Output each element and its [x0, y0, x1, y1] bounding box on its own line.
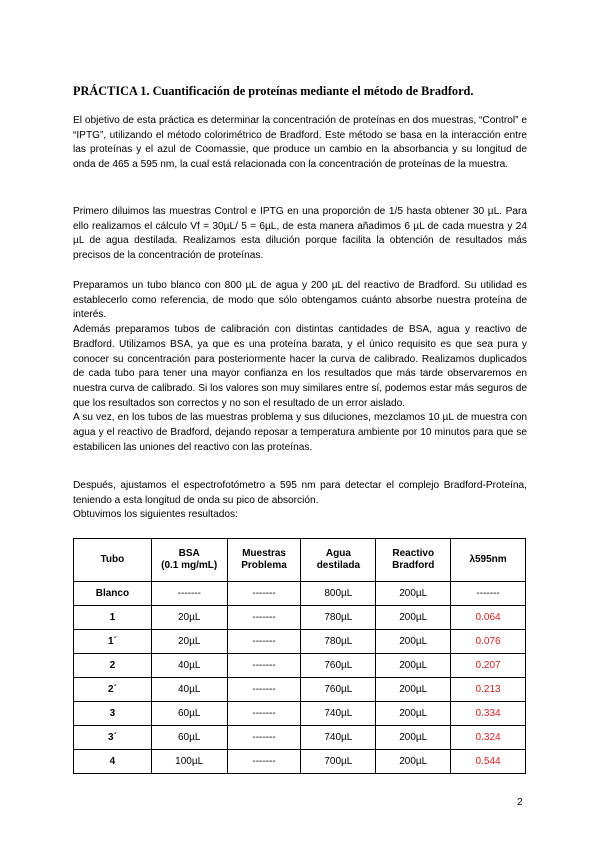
table-row — [74, 678, 526, 702]
paragraph-dilution — [73, 205, 527, 264]
header-text: λ595nm — [469, 554, 507, 565]
cell-tubo: 2 — [74, 654, 152, 678]
header-agua — [301, 539, 376, 582]
cell-tubo: 3 — [74, 702, 152, 726]
cell-bsa: 20µL — [151, 606, 227, 630]
header-reactivo — [376, 539, 451, 582]
paragraph-text: Obtuvimos los siguientes resultados: — [73, 509, 238, 521]
cell-bsa: 40µL — [151, 678, 227, 702]
header-text: Reactivo — [392, 548, 435, 559]
cell-tubo: Blanco — [74, 582, 152, 606]
cell-agua: 780µL — [301, 606, 376, 630]
cell-tubo: 3´ — [74, 726, 152, 750]
results-table — [73, 538, 526, 774]
cell-muestras: ------- — [227, 630, 301, 654]
cell-bsa: 60µL — [151, 726, 227, 750]
cell-bsa: 60µL — [151, 702, 227, 726]
header-text: Agua — [325, 548, 351, 559]
paragraph-preparation — [73, 279, 527, 455]
cell-reactivo: 200µL — [376, 606, 451, 630]
header-text: destilada — [316, 560, 361, 571]
cell-absorbance: 0.544 — [451, 750, 526, 774]
header-text: BSA — [178, 548, 200, 559]
cell-absorbance: 0.207 — [451, 654, 526, 678]
table-header-row — [74, 539, 526, 582]
cell-muestras: ------- — [227, 606, 301, 630]
paragraph-text: Además preparamos tubos de calibración con distintas cantidades de BSA, agua y reactivo de Bradford. Utilizamos BSA, ya que es una proteína barata, y el único requisito es que sea pura y conocer su concentración para posteriormente hacer la curva de calibrado. Realizamos duplicados de cada tubo para tener una mayor confianza en los resultados que más tarde observaremos en nuestra curva de calibrado. Si los valores son muy similares entre sí, podemos estar más seguros de que los resultados son correctos y no son el resultado de un error aislado. — [73, 324, 527, 409]
cell-muestras: ------- — [227, 654, 301, 678]
cell-muestras: ------- — [227, 750, 301, 774]
cell-agua: 780µL — [301, 630, 376, 654]
paragraph-text: Primero diluimos las muestras Control e IPTG en una proporción de 1/5 hasta obtener 30 µL. Para ello realizamos el cálculo Vf = 30µL/ 5 = 6µL, de esta manera añadimos 6 µL de cada muestra y 24 µL de agua destilada. Realizamos esta dilución porque facilita la obtención de resultados más precisos de la concentración de proteínas. — [73, 206, 527, 262]
header-text: Bradford — [392, 560, 435, 571]
header-text: Tubo — [100, 554, 125, 565]
header-text: (0.1 mg/mL) — [161, 560, 218, 571]
cell-absorbance: 0.213 — [451, 678, 526, 702]
cell-reactivo: 200µL — [376, 630, 451, 654]
header-muestras — [227, 539, 301, 582]
cell-agua: 740µL — [301, 702, 376, 726]
cell-bsa: 100µL — [151, 750, 227, 774]
cell-reactivo: 200µL — [376, 654, 451, 678]
cell-tubo: 1´ — [74, 630, 152, 654]
paragraph-spectrophotometer — [73, 479, 527, 523]
table-row — [74, 750, 526, 774]
cell-bsa: 40µL — [151, 654, 227, 678]
table-row — [74, 606, 526, 630]
header-text: Problema — [241, 560, 287, 571]
table-row — [74, 654, 526, 678]
table-row — [74, 630, 526, 654]
header-absorbance — [451, 539, 526, 582]
cell-absorbance: 0.334 — [451, 702, 526, 726]
header-bsa — [151, 539, 227, 582]
cell-reactivo: 200µL — [376, 750, 451, 774]
cell-muestras: ------- — [227, 582, 301, 606]
cell-muestras: ------- — [227, 726, 301, 750]
cell-muestras: ------- — [227, 678, 301, 702]
cell-absorbance: ------- — [451, 582, 526, 606]
header-tubo — [74, 539, 152, 582]
paragraph-text: El objetivo de esta práctica es determinar la concentración de proteínas en dos muestras, “Control” e “IPTG”, utilizando el método colorimétrico de Bradford. Este método se basa en la interacción entre las proteínas y el azul de Coomassie, que produce un cambio en la absorbancia y su longitud de onda de 465 a 595 nm, la cual está relacionada con la concentración de proteínas de la muestra. — [73, 115, 527, 171]
cell-muestras: ------- — [227, 702, 301, 726]
table-row — [74, 702, 526, 726]
cell-absorbance: 0.324 — [451, 726, 526, 750]
cell-bsa: ------- — [151, 582, 227, 606]
paragraph-text: Después, ajustamos el espectrofotómetro a 595 nm para detectar el complejo Bradford-Proteína, teniendo a esta longitud de onda su pico de absorción. — [73, 480, 527, 506]
cell-tubo: 2´ — [74, 678, 152, 702]
cell-reactivo: 200µL — [376, 678, 451, 702]
cell-reactivo: 200µL — [376, 726, 451, 750]
paragraph-text: A su vez, en los tubos de las muestras problema y sus diluciones, mezclamos 10 µL de muestra con agua y el reactivo de Bradford, dejando reposar a temperatura ambiente por 10 minutos para que se estabilicen las uniones del reactivo con las proteínas. — [73, 412, 527, 453]
cell-bsa: 20µL — [151, 630, 227, 654]
cell-reactivo: 200µL — [376, 582, 451, 606]
page-number: 2 — [517, 797, 523, 808]
practice-title: PRÁCTICA 1. Cuantificación de proteínas mediante el método de Bradford. — [73, 84, 474, 98]
table-row — [74, 726, 526, 750]
cell-reactivo: 200µL — [376, 702, 451, 726]
cell-tubo: 1 — [74, 606, 152, 630]
cell-agua: 760µL — [301, 654, 376, 678]
cell-agua: 760µL — [301, 678, 376, 702]
cell-agua: 740µL — [301, 726, 376, 750]
cell-agua: 700µL — [301, 750, 376, 774]
cell-absorbance: 0.064 — [451, 606, 526, 630]
paragraph-text: Preparamos un tubo blanco con 800 µL de agua y 200 µL del reactivo de Bradford. Su utilidad es establecerlo como referencia, de modo que sólo obtengamos cuánto absorbe nuestra proteína de interés. — [73, 280, 527, 321]
table-row — [74, 582, 526, 606]
header-text: Muestras — [242, 548, 286, 559]
cell-tubo: 4 — [74, 750, 152, 774]
cell-agua: 800µL — [301, 582, 376, 606]
cell-absorbance: 0.076 — [451, 630, 526, 654]
paragraph-objective — [73, 114, 527, 173]
